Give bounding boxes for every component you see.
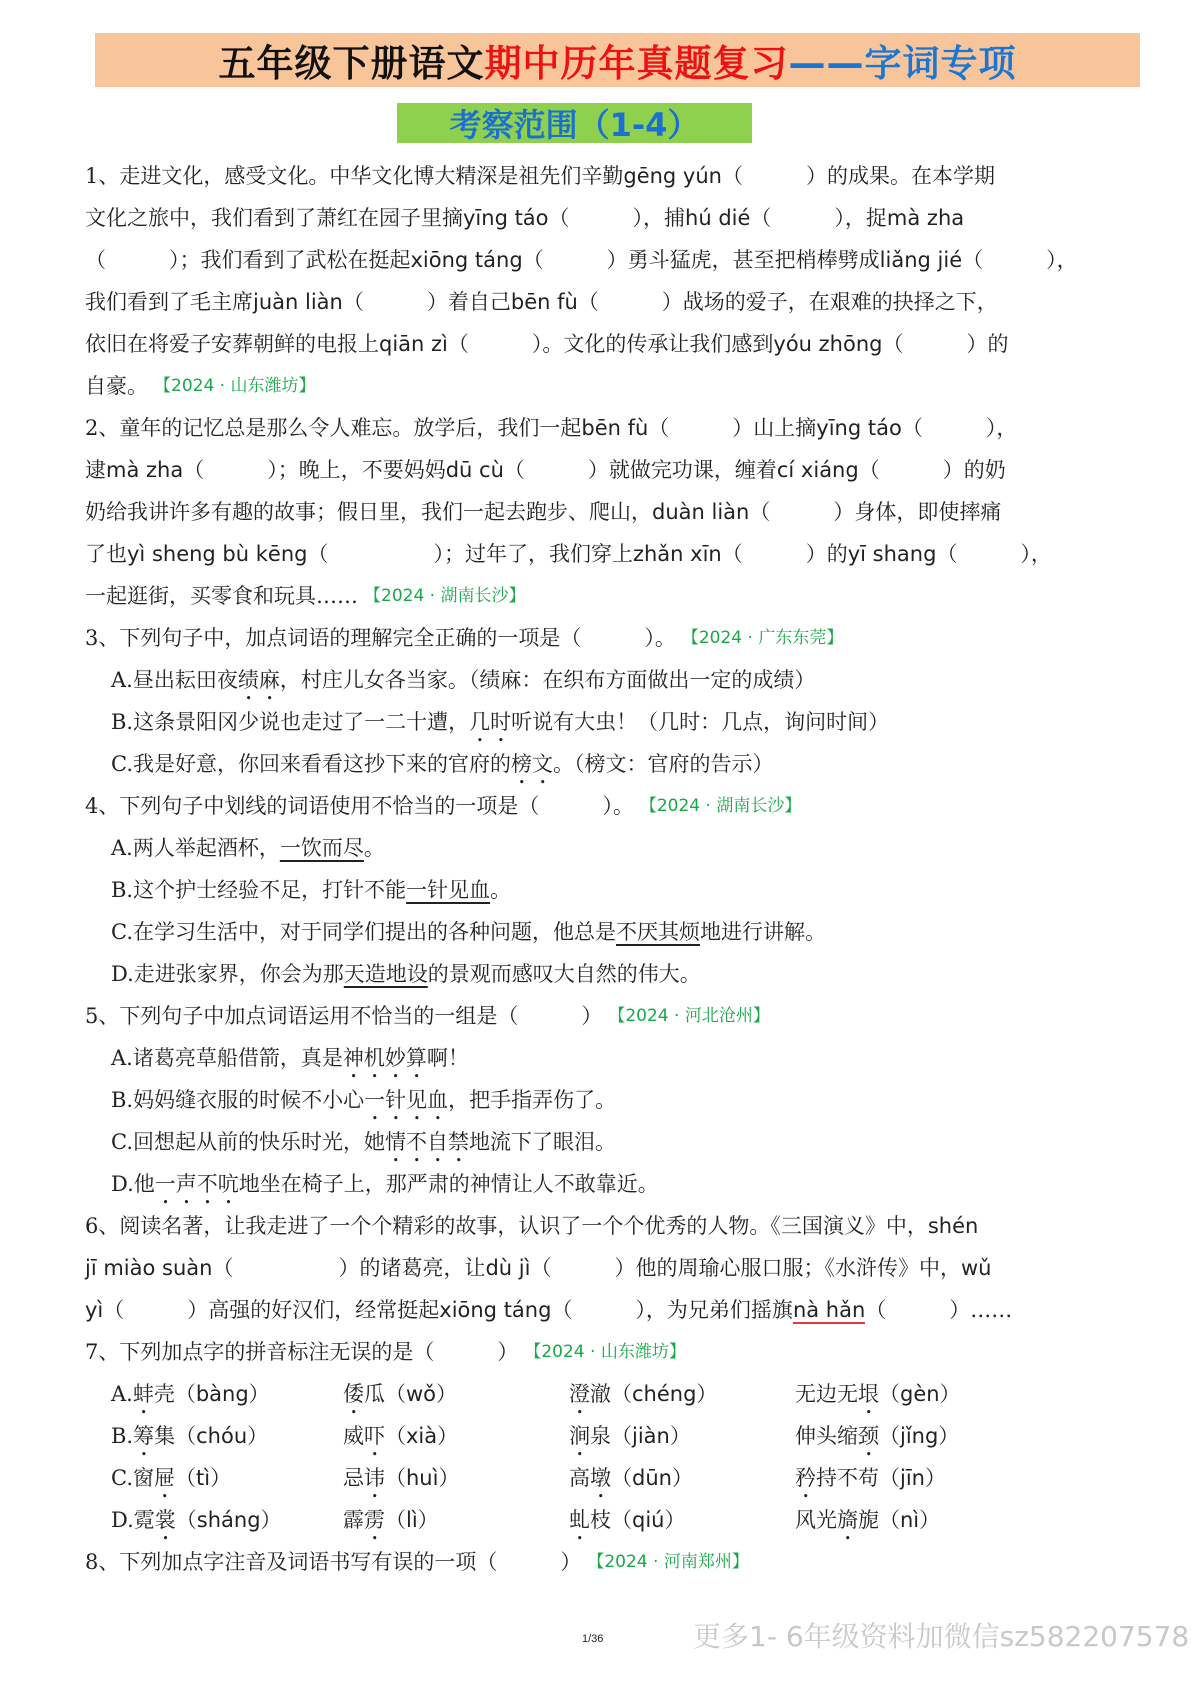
title-exam: 期中历年真题复习: [484, 42, 789, 85]
text: 依旧在将爱子安葬朝鲜的电报上: [85, 332, 379, 356]
question-5-option-b[interactable]: [85, 1079, 1115, 1121]
question-3-option-c[interactable]: [85, 743, 1115, 785]
text: 集: [154, 1424, 176, 1448]
source-tag: 【2024 · 湖南长沙】: [639, 796, 802, 816]
pinyin: hú dié: [685, 206, 751, 230]
pinyin: （chóu）: [175, 1424, 269, 1448]
text: （ ）着自己: [342, 290, 511, 314]
question-7-option-b[interactable]: [85, 1415, 1115, 1457]
pinyin: （xià）: [385, 1424, 459, 1448]
underlined-word: 天造地设: [343, 962, 428, 986]
dotted-char: 虬: [569, 1508, 590, 1532]
text: 泉: [590, 1424, 611, 1448]
pinyin: bēn fù: [581, 416, 649, 440]
text: （ ）；晚上，不要妈妈: [183, 458, 446, 482]
text: （ ）的诸葛亮，让: [212, 1256, 486, 1280]
text: （ ），捕: [548, 206, 686, 230]
source-tag: 【2024 · 湖南长沙】: [364, 586, 526, 606]
text: ，村庄儿女各当家。（绩麻：在织布方面做出一定的成绩）: [279, 668, 816, 692]
option-label: B.: [111, 1424, 134, 1448]
text: 听说有大虫！（几时：几点，询问时间）: [511, 710, 890, 734]
dotted-char: 矜: [795, 1466, 816, 1490]
option-label: D.: [111, 1508, 134, 1532]
dotted-char: 墩: [590, 1466, 611, 1490]
question-2-line: [85, 491, 1115, 533]
item: [111, 1373, 343, 1419]
text: 瓜: [364, 1382, 385, 1406]
text: 伸头缩: [795, 1424, 858, 1448]
pinyin: gēng yún: [623, 164, 722, 188]
question-8-stem: [85, 1541, 1115, 1583]
question-7-stem: [85, 1331, 1115, 1373]
pinyin: jī miào suàn: [85, 1256, 213, 1280]
text: 4、下列句子中划线的词语使用不恰当的一项是（ ）。: [85, 794, 634, 818]
pinyin: liǎng jié: [879, 248, 963, 272]
text: （ ）勇斗猛虎，甚至把梢棒劈成: [522, 248, 880, 272]
dotted-char: 讳: [364, 1466, 385, 1490]
pinyin: （bàng）: [174, 1382, 270, 1406]
text: 3、下列句子中，加点词语的理解完全正确的一项是（ ）。: [85, 626, 676, 650]
dotted-char: 涧: [569, 1424, 590, 1448]
dotted-word: 榜文: [511, 752, 553, 776]
item: [569, 1373, 795, 1419]
dotted-word: 情不自禁: [385, 1130, 469, 1154]
source-tag: 【2024 · 广东东莞】: [681, 628, 844, 648]
dotted-word: 一针见血: [364, 1088, 449, 1112]
text: 持不苟: [816, 1466, 879, 1490]
text: A.昼出耘田夜: [111, 668, 238, 692]
title-topic: ——字词专项: [788, 42, 1017, 85]
pinyin: xiōng táng: [410, 248, 523, 272]
pinyin: zhǎn xīn: [632, 542, 722, 566]
text: 5、下列句子中加点词语运用不恰当的一组是（ ）: [85, 1004, 603, 1028]
text: （ ）山上摘: [648, 416, 817, 440]
text: （ ）；我们看到了武松在挺起: [85, 248, 411, 272]
text: A.诸葛亮草船借箭，真是: [111, 1046, 343, 1070]
underlined-word: 一饮而尽: [279, 836, 364, 860]
dotted-char: 澄: [569, 1382, 590, 1406]
source-tag: 【2024 · 山东潍坊】: [524, 1342, 686, 1362]
underlined-word: 一针见血: [406, 878, 491, 902]
question-list: [85, 155, 1115, 1583]
question-5-option-a[interactable]: [85, 1037, 1115, 1079]
dotted-char: 倭: [343, 1382, 364, 1406]
text: （ ）他的周瑜心服口服；《水浒传》中，: [530, 1256, 961, 1280]
text: （ ），: [936, 542, 1052, 566]
underlined-word: 不厌其烦: [616, 920, 700, 944]
question-3-option-a[interactable]: [85, 659, 1115, 701]
item: [795, 1415, 1095, 1461]
text: B.这条景阳冈少说也走过了一二十遭，: [111, 710, 470, 734]
dotted-char: 颈: [858, 1424, 879, 1448]
text: （ ）的奶: [858, 458, 1006, 482]
question-2-line: [85, 407, 1115, 449]
pinyin: duàn liàn: [652, 500, 750, 524]
item: [343, 1415, 569, 1461]
text: 地进行讲解。: [700, 920, 826, 944]
item: [343, 1457, 569, 1503]
question-5-option-d[interactable]: [85, 1163, 1115, 1205]
question-7-option-a[interactable]: [85, 1373, 1115, 1415]
question-6-line: [85, 1289, 1115, 1331]
text: 啊！: [426, 1046, 469, 1070]
pinyin: （chéng）: [611, 1382, 718, 1406]
source-tag: 【2024 · 河南郑州】: [587, 1552, 749, 1572]
text: （ ）战场的爱子，在艰难的抉择之下，: [577, 290, 998, 314]
text: D.他: [111, 1172, 155, 1196]
option-label: A.: [111, 1382, 133, 1406]
item: [343, 1499, 569, 1545]
pinyin: （wǒ）: [385, 1382, 458, 1406]
title-grade: 五年级下册语文: [218, 42, 485, 85]
question-1-line: [85, 239, 1115, 281]
question-1-line: [85, 197, 1115, 239]
text: （ ）……: [865, 1298, 1013, 1322]
pinyin: yīng táo: [816, 416, 902, 440]
text: 1、走进文化，感受文化。中华文化博大精深是祖先们辛勤: [85, 164, 624, 188]
pinyin: yī shang: [847, 542, 937, 566]
item: [111, 1499, 343, 1545]
text: （ ），: [901, 416, 1018, 440]
text: D.走进张家界，你会为那: [111, 962, 344, 986]
question-1-line: [85, 323, 1115, 365]
option-label: C.: [111, 1466, 133, 1490]
item: [569, 1415, 795, 1461]
text: （ ）的: [882, 332, 1009, 356]
dotted-word: 神机妙算: [342, 1046, 427, 1070]
item: [795, 1499, 1095, 1545]
pinyin: （tì）: [175, 1466, 232, 1490]
pinyin: yì: [85, 1298, 104, 1322]
question-6-line: [85, 1247, 1115, 1289]
item: [111, 1415, 343, 1461]
dotted-char: 垠: [858, 1382, 879, 1406]
question-6-line: [85, 1205, 1115, 1247]
text: （ ）的成果。在本学期: [721, 164, 995, 188]
dotted-word: 一声不吭: [154, 1172, 239, 1196]
text: 8、下列加点字注音及词语书写有误的一项（ ）: [85, 1550, 582, 1574]
dotted-char: 筹: [133, 1424, 155, 1448]
text: 奶给我讲许多有趣的故事；假日里，我们一起去跑步、爬山，: [85, 500, 652, 524]
dotted-char: 旖: [837, 1508, 858, 1532]
question-2-line: [85, 449, 1115, 491]
question-7-option-d[interactable]: [85, 1499, 1115, 1541]
text: 忌: [343, 1466, 364, 1490]
dotted-char: 雳: [364, 1508, 385, 1532]
pinyin: （dūn）: [611, 1466, 693, 1490]
item: [111, 1457, 343, 1503]
text: C.回想起从前的快乐时光，她: [111, 1130, 385, 1154]
text: （ ）身体，即使摔痛: [749, 500, 1002, 524]
text: （ ）的: [721, 542, 848, 566]
text: A.两人举起酒杯，: [111, 836, 280, 860]
question-4-option-c[interactable]: [85, 911, 1115, 953]
pinyin: dù jì: [485, 1256, 531, 1280]
pinyin: （jǐng）: [879, 1424, 960, 1448]
question-4-option-b[interactable]: [85, 869, 1115, 911]
question-4-option-d[interactable]: [85, 953, 1115, 995]
pinyin: 旎（nì）: [858, 1508, 941, 1532]
text: 无边无: [795, 1382, 858, 1406]
question-1-line: [85, 365, 1115, 407]
pinyin: wǔ: [960, 1256, 992, 1280]
pinyin: mà zha: [106, 458, 184, 482]
pinyin: （huì）: [385, 1466, 460, 1490]
text: 澈: [590, 1382, 611, 1406]
question-5-stem: [85, 995, 1115, 1037]
pinyin: （lì）: [385, 1508, 439, 1532]
question-5-option-c[interactable]: [85, 1121, 1115, 1163]
text: B.妈妈缝衣服的时候不小心: [111, 1088, 365, 1112]
pinyin: xiōng táng: [439, 1298, 552, 1322]
text: 霹: [343, 1508, 364, 1532]
text: B.这个护士经验不足，打针不能: [111, 878, 407, 902]
question-2-line: [85, 575, 1115, 617]
dotted-char: 吓: [364, 1424, 385, 1448]
text: （ ），为兄弟们摇旗: [551, 1298, 793, 1322]
item: [569, 1499, 795, 1545]
pinyin: yóu zhōng: [773, 332, 883, 356]
text: 我们看到了毛主席: [85, 290, 253, 314]
text: 2、童年的记忆总是那么令人难忘。放学后，我们一起: [85, 416, 582, 440]
item: [343, 1373, 569, 1419]
question-4-stem: [85, 785, 1115, 827]
text: 壳: [153, 1382, 175, 1406]
text: C.在学习生活中，对于同学们提出的各种问题，他总是: [111, 920, 616, 944]
text: （ ），捉: [750, 206, 887, 230]
text: 霓: [133, 1508, 155, 1532]
question-1-line: [85, 155, 1115, 197]
text: 地流下了眼泪。: [469, 1130, 616, 1154]
text: 窗: [133, 1466, 154, 1490]
dotted-char: 屉: [154, 1466, 175, 1490]
dotted-char: 裳: [154, 1508, 176, 1532]
dotted-word: 绩麻: [237, 668, 280, 692]
question-3-stem: [85, 617, 1115, 659]
pinyin: （sháng）: [175, 1508, 282, 1532]
pinyin-red-underlined: nà hǎn: [792, 1298, 866, 1322]
dotted-word: 几时: [469, 710, 512, 734]
source-tag: 【2024 · 河北沧州】: [608, 1006, 770, 1026]
text: 。: [363, 836, 385, 860]
page-number: 1/36: [582, 1633, 604, 1645]
text: （ ）；过年了，我们穿上: [307, 542, 633, 566]
text: 地坐在椅子上，那严肃的神情让人不敢靠近。: [238, 1172, 659, 1196]
text: 文化之旅中，我们看到了萧红在园子里摘: [85, 206, 463, 230]
pinyin: juàn liàn: [253, 290, 343, 314]
text: ，把手指弄伤了。: [448, 1088, 617, 1112]
text: 自豪。: [85, 374, 148, 398]
text: 7、下列加点字的拼音标注无误的是（ ）: [85, 1340, 519, 1364]
pinyin: yīng táo: [463, 206, 549, 230]
question-3-option-b[interactable]: [85, 701, 1115, 743]
text: 高: [569, 1466, 590, 1490]
text: 了也: [85, 542, 127, 566]
question-2-line: [85, 533, 1115, 575]
text: 一起逛街，买零食和玩具……: [85, 584, 358, 608]
text: C.我是好意，你回来看看这抄下来的官府的: [111, 752, 511, 776]
dotted-char: 蚌: [132, 1382, 154, 1406]
source-tag: 【2024 · 山东潍坊】: [154, 376, 316, 396]
text: 逮: [85, 458, 106, 482]
text: 6、阅读名著，让我走进了一个个精彩的故事，认识了一个个优秀的人物。《三国演义》中，: [85, 1214, 928, 1238]
item: [795, 1457, 1095, 1503]
watermark: 更多1- 6年级资料加微信sz582207578: [693, 1620, 1190, 1653]
text: 枝: [590, 1508, 611, 1532]
pinyin: yì sheng bù kēng: [127, 542, 308, 566]
item: [569, 1457, 795, 1503]
pinyin: （jiàn）: [611, 1424, 691, 1448]
pinyin: mà zha: [886, 206, 965, 230]
text: （ ）就做完功课，缠着: [503, 458, 777, 482]
item: [795, 1373, 1095, 1419]
text: 的景观而感叹大自然的伟大。: [427, 962, 701, 986]
pinyin: bēn fù: [510, 290, 578, 314]
pinyin: （jīn）: [879, 1466, 946, 1490]
question-7-option-c[interactable]: [85, 1457, 1115, 1499]
pinyin: （qiú）: [611, 1508, 686, 1532]
pinyin: （gèn）: [879, 1382, 961, 1406]
pinyin: cí xiáng: [776, 458, 859, 482]
pinyin: shén: [927, 1214, 979, 1238]
title-banner: [95, 33, 1140, 87]
text: （ ），: [962, 248, 1078, 272]
question-4-option-a[interactable]: [85, 827, 1115, 869]
text: 。: [490, 878, 512, 902]
text: （ ）高强的好汉们，经常挺起: [103, 1298, 440, 1322]
pinyin: qiān zì: [379, 332, 448, 356]
text: 威: [343, 1424, 364, 1448]
text: （ ）。文化的传承让我们感到: [447, 332, 774, 356]
text: 风光: [795, 1508, 837, 1532]
pinyin: dū cù: [445, 458, 504, 482]
question-1-line: [85, 281, 1115, 323]
text: 。（榜文：官府的告示）: [553, 752, 774, 776]
exam-range-label: 考察范围（1-4）: [397, 103, 752, 143]
